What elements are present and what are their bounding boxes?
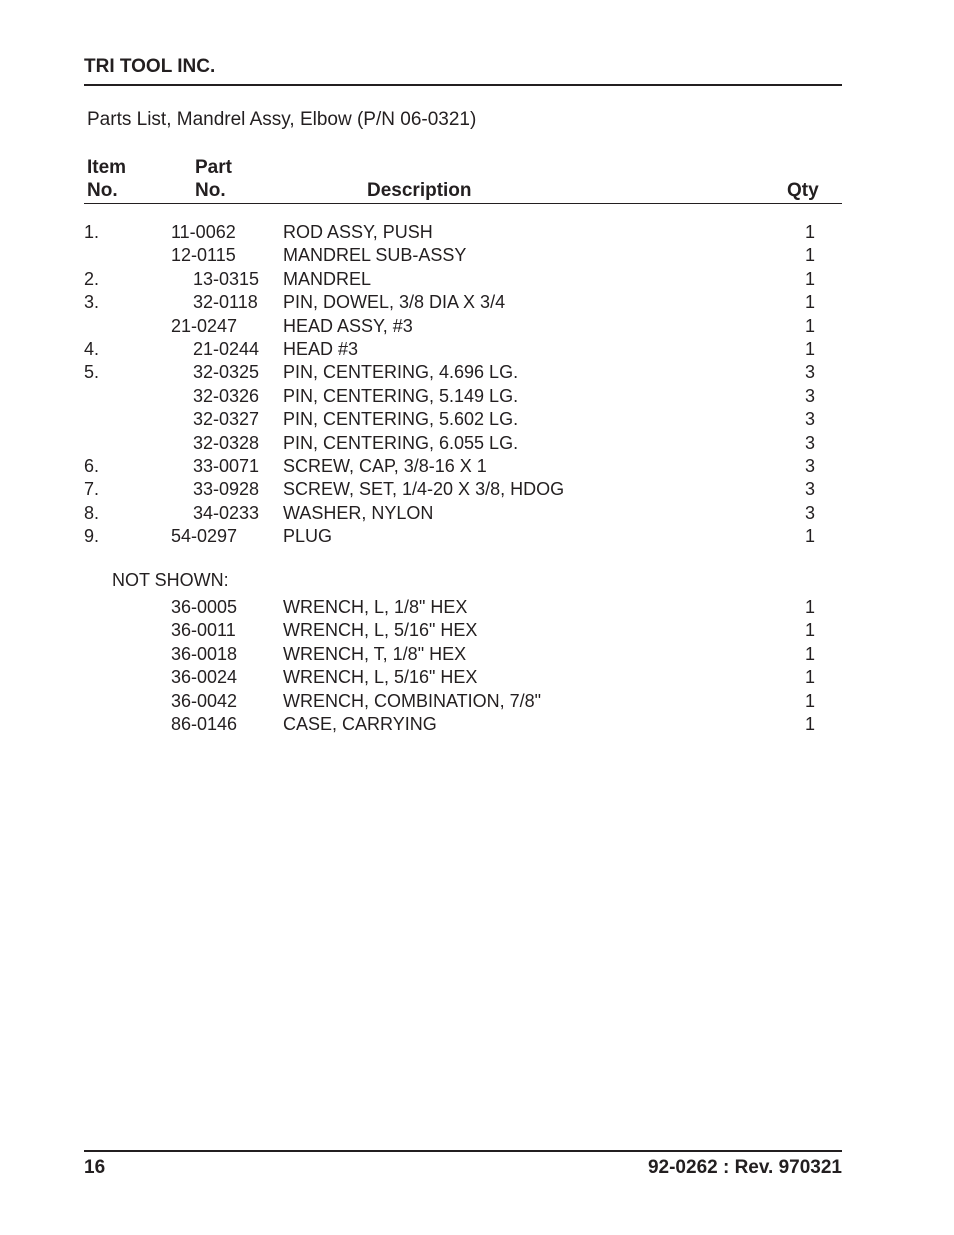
part-description: CASE, CARRYING xyxy=(283,713,437,734)
part-number: 32-0328 xyxy=(193,432,260,453)
column-header-description: Description xyxy=(367,180,472,201)
part-description: WRENCH, COMBINATION, 7/8" xyxy=(283,690,542,711)
table-row xyxy=(0,268,954,291)
part-quantity: 1 xyxy=(805,597,816,617)
part-quantity: 3 xyxy=(805,432,816,453)
part-quantity: 3 xyxy=(805,385,816,406)
table-row xyxy=(0,643,954,666)
part-description: WASHER, NYLON xyxy=(283,502,434,523)
column-header-qty: Qty xyxy=(787,180,819,201)
part-number: 32-0327 xyxy=(193,409,260,430)
parts-table xyxy=(0,221,954,548)
table-row xyxy=(0,525,954,548)
table-row xyxy=(0,455,954,478)
part-number: 32-0326 xyxy=(193,385,260,406)
part-number: 36-0005 xyxy=(171,597,238,617)
part-quantity: 1 xyxy=(805,713,816,734)
part-number: 12-0115 xyxy=(171,245,236,266)
item-number: 2. xyxy=(84,268,100,289)
company-name: TRI TOOL INC. xyxy=(84,56,216,77)
table-row xyxy=(0,244,954,267)
part-quantity: 3 xyxy=(805,479,816,500)
part-description: WRENCH, L, 5/16" HEX xyxy=(283,620,478,641)
part-number: 36-0011 xyxy=(171,620,236,641)
item-number: 4. xyxy=(84,338,100,359)
part-quantity: 1 xyxy=(805,245,816,266)
page-number: 16 xyxy=(84,1157,106,1178)
document-title: Parts List, Mandrel Assy, Elbow (P/N 06-0321) xyxy=(87,109,477,130)
part-description: PIN, CENTERING, 5.149 LG. xyxy=(283,385,519,406)
column-header-item xyxy=(87,156,126,202)
part-description: SCREW, CAP, 3/8-16 X 1 xyxy=(283,455,487,476)
part-quantity: 3 xyxy=(805,409,816,430)
part-description: ROD ASSY, PUSH xyxy=(283,222,433,242)
part-number: 86-0146 xyxy=(171,713,238,734)
part-description: PIN, CENTERING, 4.696 LG. xyxy=(283,362,519,383)
part-description: PIN, CENTERING, 6.055 LG. xyxy=(283,432,519,453)
item-number: 3. xyxy=(84,292,100,313)
part-quantity: 1 xyxy=(805,643,816,664)
part-quantity: 3 xyxy=(805,362,816,383)
part-description: PIN, DOWEL, 3/8 DIA X 3/4 xyxy=(283,292,506,313)
part-description: WRENCH, T, 1/8" HEX xyxy=(283,643,467,664)
part-description: HEAD ASSY, #3 xyxy=(283,315,413,336)
table-row xyxy=(0,361,954,384)
table-row xyxy=(0,596,954,619)
table-row xyxy=(0,478,954,501)
table-row xyxy=(0,619,954,642)
part-quantity: 1 xyxy=(805,690,816,711)
part-number: 36-0024 xyxy=(171,667,238,688)
item-number: 7. xyxy=(84,479,100,500)
part-quantity: 1 xyxy=(805,268,816,289)
part-number: 33-0928 xyxy=(193,479,260,500)
part-quantity: 1 xyxy=(805,620,816,641)
column-header-item-line1: Item xyxy=(87,157,127,178)
part-number: 32-0325 xyxy=(193,362,260,383)
part-quantity: 1 xyxy=(805,526,816,547)
table-row xyxy=(0,666,954,689)
part-quantity: 1 xyxy=(805,315,816,336)
part-description: MANDREL SUB-ASSY xyxy=(283,245,467,266)
column-header-part-line1: Part xyxy=(195,157,232,178)
part-number: 32-0118 xyxy=(193,292,258,313)
table-row xyxy=(0,291,954,314)
part-number: 33-0071 xyxy=(193,455,260,476)
item-number: 6. xyxy=(84,455,100,476)
part-description: PLUG xyxy=(283,526,333,547)
table-row xyxy=(0,432,954,455)
not-shown-label: NOT SHOWN: xyxy=(112,570,229,590)
part-quantity: 1 xyxy=(805,292,816,313)
part-number: 11-0062 xyxy=(171,222,236,242)
column-header-part xyxy=(195,156,232,202)
table-row xyxy=(0,385,954,408)
part-description: WRENCH, L, 1/8" HEX xyxy=(283,597,468,617)
part-quantity: 1 xyxy=(805,222,816,242)
part-description: WRENCH, L, 5/16" HEX xyxy=(283,667,478,688)
part-number: 13-0315 xyxy=(193,268,260,289)
item-number: 8. xyxy=(84,502,100,523)
header-rule xyxy=(84,84,842,86)
table-row xyxy=(0,315,954,338)
table-row xyxy=(0,408,954,431)
table-row xyxy=(0,502,954,525)
table-row xyxy=(0,690,954,713)
column-header-part-line2: No. xyxy=(195,180,226,201)
part-description: HEAD #3 xyxy=(283,338,359,359)
part-quantity: 3 xyxy=(805,455,816,476)
item-number: 1. xyxy=(84,222,100,242)
item-number: 9. xyxy=(84,526,100,547)
part-quantity: 3 xyxy=(805,502,816,523)
part-number: 54-0297 xyxy=(171,526,238,547)
part-number: 21-0244 xyxy=(193,338,260,359)
part-number: 21-0247 xyxy=(171,315,238,336)
table-row xyxy=(0,221,954,244)
item-number: 5. xyxy=(84,362,100,383)
table-row xyxy=(0,338,954,361)
part-number: 34-0233 xyxy=(193,502,260,523)
part-number: 36-0018 xyxy=(171,643,238,664)
table-row xyxy=(0,713,954,736)
part-description: SCREW, SET, 1/4-20 X 3/8, HDOG xyxy=(283,479,565,500)
footer-rule xyxy=(84,1150,842,1152)
column-header-item-line2: No. xyxy=(87,180,118,201)
part-description: PIN, CENTERING, 5.602 LG. xyxy=(283,409,519,430)
part-quantity: 1 xyxy=(805,667,816,688)
part-description: MANDREL xyxy=(283,268,372,289)
table-header-rule xyxy=(84,203,842,204)
part-number: 36-0042 xyxy=(171,690,238,711)
part-quantity: 1 xyxy=(805,338,816,359)
document-number: 92-0262 : Rev. 970321 xyxy=(647,1157,842,1178)
not-shown-table xyxy=(0,596,954,736)
